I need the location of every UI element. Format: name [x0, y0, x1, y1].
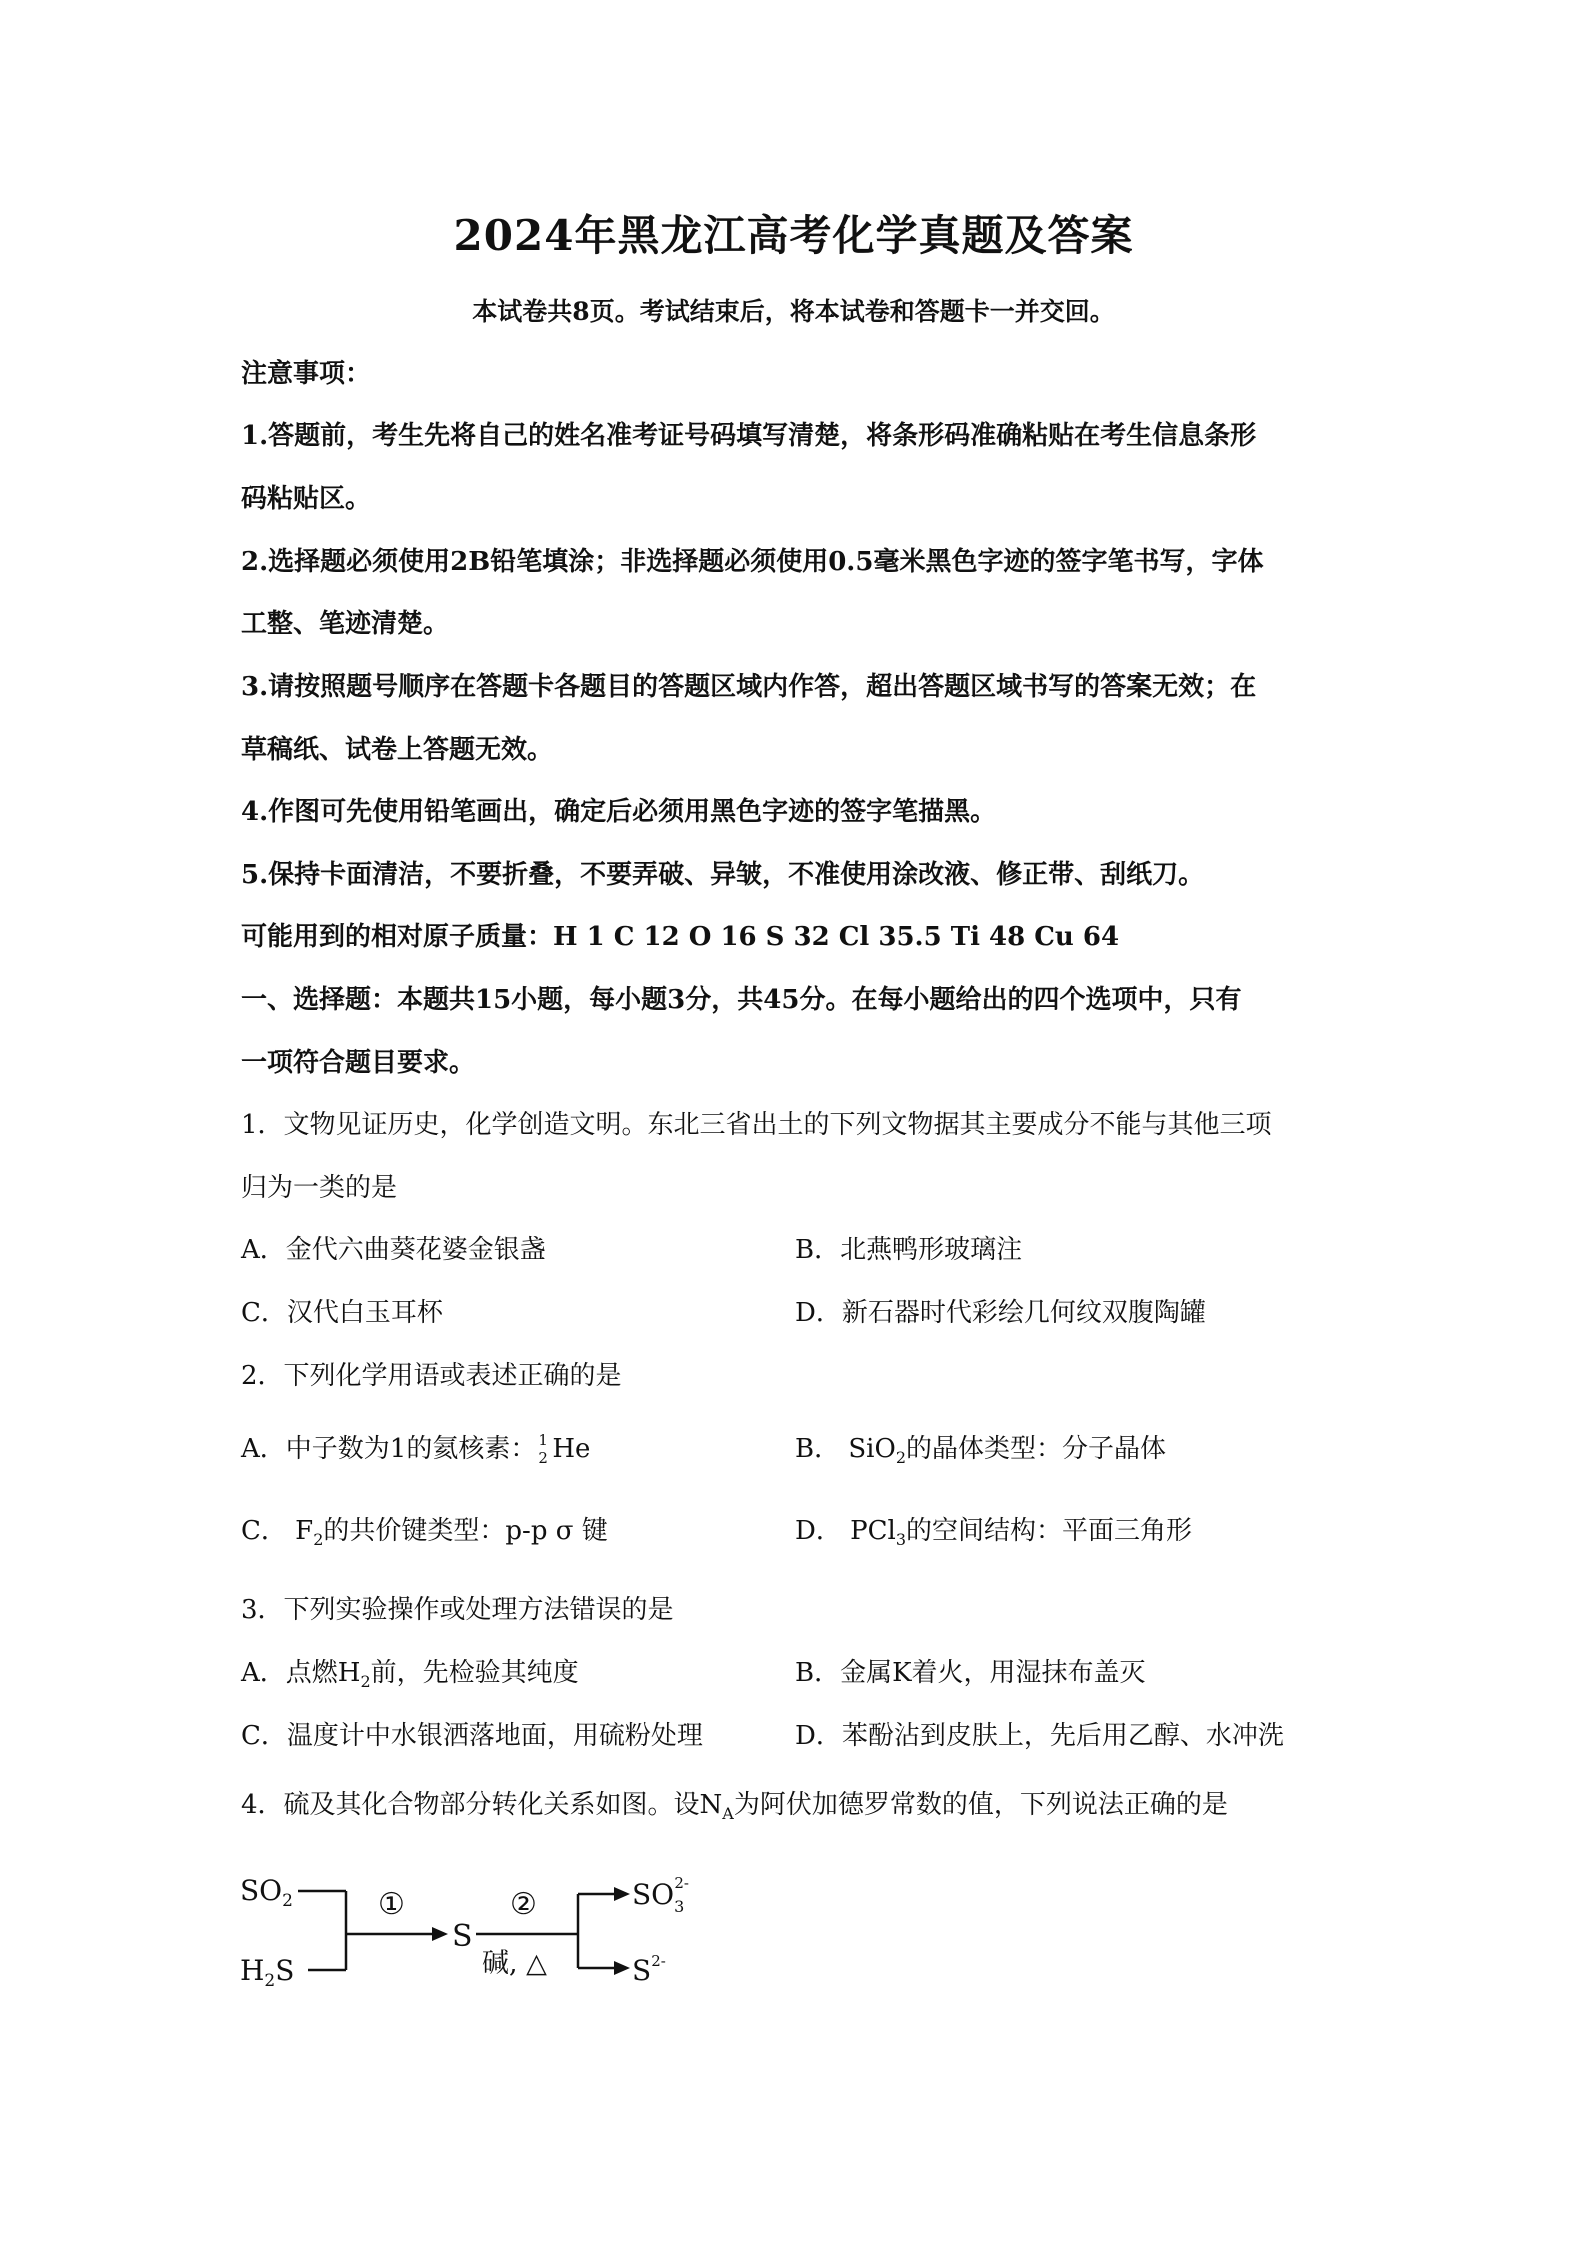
q1-stem-cont: 归为一类的是 [241, 1173, 398, 1203]
sulfur-conversion-diagram [238, 1858, 698, 2008]
q2-option-c [241, 1510, 608, 1549]
subscript: A [722, 1804, 734, 1824]
q2-option-d-formula: D． PCl [795, 1516, 896, 1546]
step-2-label: ② [510, 1887, 537, 1922]
notice-line-4: 4.作图可先使用铅笔画出，确定后必须用黑色字迹的签字笔描黑。 [241, 797, 997, 827]
section-heading: 一、选择题：本题共15小题，每小题3分，共45分。在每小题给出的四个选项中，只有 [241, 985, 1242, 1015]
page-subtitle: 本试卷共8页。考试结束后，将本试卷和答题卡一并交回。 [472, 297, 1115, 326]
notice-line-2: 2.选择题必须使用2B铅笔填涂；非选择题必须使用0.5毫米黑色字迹的签字笔书写，字体 [241, 547, 1264, 577]
q3-option-a [241, 1652, 579, 1691]
q4-stem-text-end: 为阿伏加德罗常数的值，下列说法正确的是 [733, 1790, 1228, 1820]
q2-option-c-formula: C． F [241, 1516, 314, 1546]
notice-line-3-cont: 草稿纸、试卷上答题无效。 [241, 735, 554, 765]
sulfide-label: $S^{2-}$ [632, 1952, 666, 1987]
q2-option-d-text: 的空间结构：平面三角形 [906, 1516, 1193, 1546]
subscript: 2 [313, 1530, 324, 1550]
page-title: 2024年黑龙江高考化学真题及答案 [453, 211, 1134, 260]
section-heading-cont: 一项符合题目要求。 [241, 1048, 476, 1078]
sulfur-label: S [452, 1919, 473, 1954]
q3-stem: 3．下列实验操作或处理方法错误的是 [241, 1595, 674, 1625]
q2-option-b [795, 1428, 1166, 1467]
q1-option-c: C．汉代白玉耳杯 [241, 1298, 443, 1328]
q2-option-b-text: 的晶体类型：分子晶体 [906, 1434, 1167, 1464]
q2-option-a-text: A．中子数为1的氦核素： [241, 1434, 537, 1464]
q2-stem: 2．下列化学用语或表述正确的是 [241, 1361, 622, 1391]
condition-label: 碱, △ [482, 1948, 547, 1979]
isotope-notation [536, 1431, 552, 1467]
h2s-label: $H_2S$ [240, 1954, 295, 1991]
subscript: 2 [360, 1672, 371, 1692]
notice-line-1: 1.答题前，考生先将自己的姓名准考证号码填写清楚，将条形码准确粘贴在考生信息条形 [241, 421, 1257, 451]
q3-option-a-text: A．点燃H [241, 1658, 361, 1688]
q3-option-c: C．温度计中水银洒落地面，用硫粉处理 [241, 1721, 703, 1751]
atomic-number: 2 [538, 1449, 548, 1467]
step-1-label: ① [378, 1887, 405, 1922]
sulfite-label: $SO_32-$ [632, 1874, 689, 1916]
q2-option-b-formula: B． SiO [795, 1434, 896, 1464]
notice-heading: 注意事项： [241, 359, 372, 389]
mass-number: 1 [538, 1431, 548, 1449]
q1-option-a: A．金代六曲葵花婆金银盏 [241, 1235, 546, 1265]
q2-option-c-text: 的共价键类型：p-p σ 键 [323, 1516, 608, 1546]
q1-option-d: D．新石器时代彩绘几何纹双腹陶罐 [795, 1298, 1206, 1328]
notice-line-2-cont: 工整、笔迹清楚。 [241, 609, 450, 639]
element-symbol: He [552, 1434, 591, 1464]
notice-line-1-cont: 码粘贴区。 [241, 484, 372, 514]
atomic-mass-line: 可能用到的相对原子质量：H 1 C 12 O 16 S 32 Cl 35.5 Ti 48 Cu 64 [241, 922, 1120, 952]
q1-option-b: B．北燕鸭形玻璃注 [795, 1235, 1023, 1265]
q3-option-a-text-end: 前，先检验其纯度 [370, 1658, 579, 1688]
q4-stem-text: 4．硫及其化合物部分转化关系如图。设N [241, 1790, 723, 1820]
notice-line-5: 5.保持卡面清洁，不要折叠，不要弄破、异皱，不准使用涂改液、修正带、刮纸刀。 [241, 860, 1205, 890]
q1-stem: 1．文物见证历史，化学创造文明。东北三省出土的下列文物据其主要成分不能与其他三项 [241, 1110, 1272, 1140]
q3-option-d: D．苯酚沾到皮肤上，先后用乙醇、水冲洗 [795, 1721, 1284, 1751]
q3-option-b: B．金属K着火，用湿抹布盖灭 [795, 1658, 1146, 1688]
q2-option-a [241, 1428, 590, 1465]
subscript: 2 [895, 1448, 907, 1468]
subscript: 3 [895, 1530, 907, 1550]
q4-stem [241, 1784, 1361, 1823]
q2-option-d [795, 1510, 1192, 1549]
notice-line-3: 3.请按照题号顺序在答题卡各题目的答题区域内作答，超出答题区域书写的答案无效；在 [241, 672, 1257, 702]
so2-label: $SO_2$ [240, 1874, 293, 1911]
